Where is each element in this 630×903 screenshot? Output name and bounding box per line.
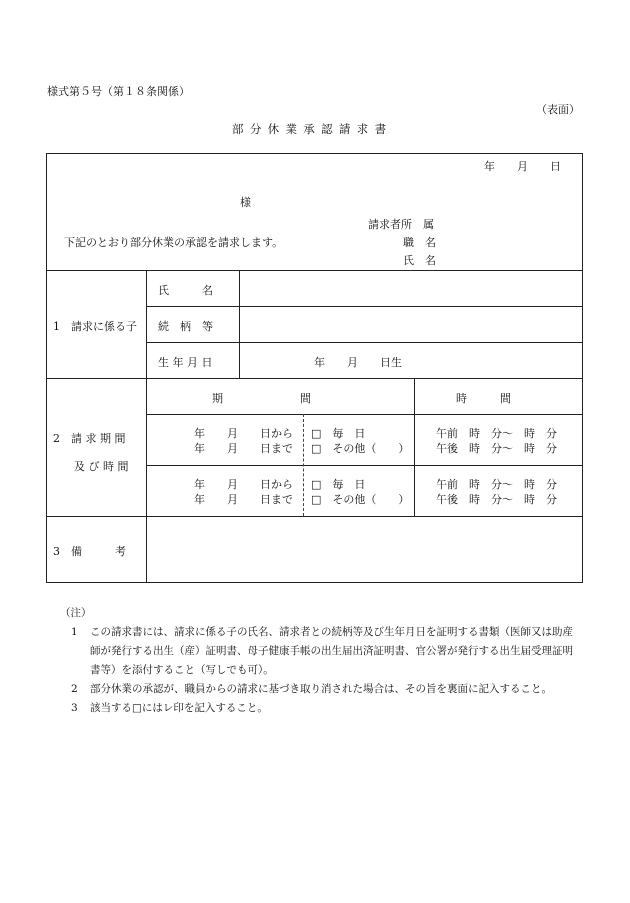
pm-time[interactable]: 午後 時 分～ 時 分 <box>436 493 557 506</box>
addressee-suffix: 様 <box>240 196 251 209</box>
period-to[interactable]: 年 月 日まで <box>194 442 293 455</box>
birthdate-value[interactable]: 年 月 日生 <box>314 356 402 369</box>
divider <box>146 270 147 378</box>
note-text: この請求書には、請求に係る子の氏名、請求者との続柄等及び生年月日を証明する書類（医師又は助産師が発行する出生（産）証明書、母子健康手帳の出生届出済証明書、官公署が発行する出生届受理証明書等）を添付すること（写しでも可）。 <box>90 626 573 676</box>
note-number: 3 <box>71 702 78 714</box>
other-checkbox[interactable]: □ その他（ ） <box>311 493 410 506</box>
other-checkbox[interactable]: □ その他（ ） <box>311 442 410 455</box>
daily-checkbox[interactable]: □ 毎 日 <box>311 478 366 491</box>
daily-checkbox[interactable]: □ 毎 日 <box>311 427 366 440</box>
notes-heading: （注） <box>60 607 92 619</box>
request-text: 下記のとおり部分休業の承認を請求します。 <box>64 236 284 249</box>
requester-affiliation[interactable]: 請求者所 属 <box>368 218 434 231</box>
note-item <box>60 699 580 718</box>
divider <box>414 378 415 516</box>
relationship-label: 続 柄 等 <box>158 320 213 333</box>
divider <box>146 378 147 516</box>
divider <box>146 306 583 307</box>
period-from[interactable]: 年 月 日から <box>194 427 293 440</box>
side-label: （表面） <box>536 103 580 116</box>
period-header: 期 間 <box>212 392 311 405</box>
note-number: 2 <box>71 683 78 695</box>
divider <box>146 342 583 343</box>
note-item <box>60 623 580 680</box>
date-field[interactable]: 年 月 日 <box>484 160 561 173</box>
section2-label-line1: 2 請 求 期 間 <box>53 432 126 445</box>
am-time[interactable]: 午前 時 分～ 時 分 <box>436 478 557 491</box>
requester-position[interactable]: 職 名 <box>403 236 436 249</box>
period-to[interactable]: 年 月 日まで <box>194 493 293 506</box>
period-from[interactable]: 年 月 日から <box>194 478 293 491</box>
note-number: 1 <box>71 626 78 638</box>
dashed-divider <box>303 414 304 516</box>
divider <box>46 270 583 271</box>
section1-label: 1 請求に係る子 <box>53 320 137 333</box>
divider <box>46 378 583 379</box>
divider <box>46 516 583 517</box>
section3-label: 3 備 考 <box>53 545 126 558</box>
note-text: 該当する□にはレ印を記入すること。 <box>90 702 268 714</box>
child-name-label: 氏 名 <box>158 284 213 297</box>
note-text: 部分休業の承認が、職員からの請求に基づき取り消された場合は、その旨を裏面に記入すること。 <box>90 683 552 695</box>
form-number: 様式第５号（第１８条関係） <box>47 85 190 98</box>
section2-label-line2: 及 び 時 間 <box>74 460 129 473</box>
requester-name[interactable]: 氏 名 <box>403 254 436 267</box>
divider <box>146 465 583 466</box>
time-header: 時 間 <box>456 392 511 405</box>
pm-time[interactable]: 午後 時 分～ 時 分 <box>436 442 557 455</box>
divider <box>239 270 240 378</box>
divider <box>146 516 147 583</box>
am-time[interactable]: 午前 時 分～ 時 分 <box>436 427 557 440</box>
note-item <box>60 680 580 699</box>
form-title: 部分休業承認請求書 <box>232 122 393 136</box>
divider <box>146 414 583 415</box>
notes <box>60 604 580 718</box>
birthdate-label: 生 年 月 日 <box>158 356 213 369</box>
